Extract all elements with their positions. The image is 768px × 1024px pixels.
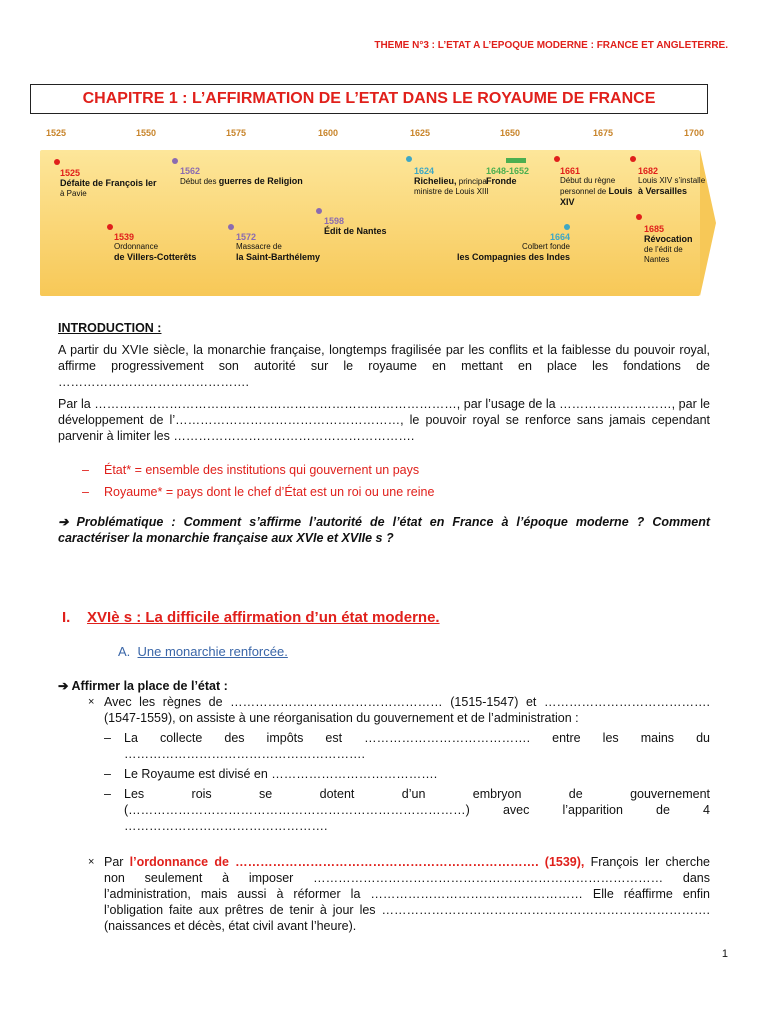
event-marker xyxy=(636,214,642,220)
tick-label: 1625 xyxy=(409,128,431,138)
section-1a-title: A. Une monarchie renforcée. xyxy=(118,644,288,659)
event-1598: 1598 Édit de Nantes xyxy=(324,216,387,236)
event-marker xyxy=(228,224,234,230)
event-1624: 1624 Richelieu, principal ministre de Louis XIII xyxy=(414,166,489,196)
bullet-ordonnance: × Par l’ordonnance de ………………………………………………………………. (1539), François Ier cherche non seulement à imposer ………………………………………………………………………… dans l’administration, mais aussi à réformer la …………………………………………… Elle réaffirme enfin l’obligation faite aux prêtres de tenir à jour les ……………………………………………………………………. (naissances et décès, état civil avant l’heure). xyxy=(88,855,710,933)
tick-label: 1525 xyxy=(45,128,67,138)
main-content xyxy=(58,320,710,938)
event-1682: 1682 Louis XIV s’installe à Versailles xyxy=(638,166,706,196)
intro-heading: INTRODUCTION : xyxy=(58,321,162,335)
definition-royaume: – Royaume* = pays dont le chef d’État est un roi ou une reine xyxy=(82,485,435,499)
tick-label: 1650 xyxy=(499,128,521,138)
event-marker xyxy=(564,224,570,230)
event-1685: 1685 Révocation de l’édit de Nantes xyxy=(644,224,693,264)
tick-label: 1600 xyxy=(317,128,339,138)
sub-gouvernement: – Les rois se dotent d’un embryon de gouvernement (………………………………………………………………………) avec l’apparition de 4 …………………………………………. xyxy=(104,787,710,833)
definition-etat: – État* = ensemble des institutions qui gouvernent un pays xyxy=(82,463,420,477)
theme-header: THEME N°3 : L’ETAT A L’EPOQUE MODERNE : FRANCE ET ANGLETERRE. xyxy=(374,40,728,51)
affirm-heading: ➔ Affirmer la place de l’état : xyxy=(58,679,228,693)
sub-impots: – La collecte des impôts est …………………………………. entre les mains du …………………………………………………. xyxy=(104,731,710,761)
event-1664: 1664 Colbert fonde les Compagnies des Indes xyxy=(456,232,570,262)
intro-paragraph-2: Par la ……………………………………………………………………………, par l’usage de la ………………………, par le développement de l’………………………………………………, le pouvoir royal se renforce sans jamais cependant parvenir à limiter les …………………………………………………. xyxy=(58,397,710,443)
event-1661: 1661 Début du règne personnel de Louis XIV xyxy=(560,166,633,207)
event-1525: 1525 Défaite de François Ier à Pavie xyxy=(60,168,157,198)
tick-label: 1700 xyxy=(683,128,705,138)
tick-label: 1575 xyxy=(225,128,247,138)
event-1562: 1562 Début des guerres de Religion xyxy=(180,166,303,186)
event-marker xyxy=(54,159,60,165)
tick-label: 1550 xyxy=(135,128,157,138)
event-marker xyxy=(316,208,322,214)
event-marker xyxy=(107,224,113,230)
bullet-regnes: × Avec les règnes de …………………………………………… (1515-1547) et …………………………………. (1547-1559), on assiste à une réorganisation du gouvernement et de l’administration : xyxy=(88,695,710,725)
chapter-title: CHAPITRE 1 : L’AFFIRMATION DE L’ETAT DANS LE ROYAUME DE FRANCE xyxy=(30,84,708,114)
event-marker xyxy=(172,158,178,164)
event-1539: 1539 Ordonnance de Villers-Cotterêts xyxy=(114,232,197,262)
event-fronde: 1648-1652 Fronde xyxy=(486,166,530,186)
page-number: 1 xyxy=(721,948,728,960)
intro-paragraph-1: A partir du XVIe siècle, la monarchie française, longtemps fragilisée par les conflits et la faiblesse du pouvoir royal, affirme progressivement son autorité sur le royaume en mettant en place les fondations de ………………………………………. xyxy=(58,343,710,389)
event-marker xyxy=(554,156,560,162)
problematique: ➔ Problématique : Comment s’affirme l’autorité de l’état en France à l’époque moderne ? Comment caractériser la monarchie française aux XVIe et XVIIe s ? xyxy=(58,515,710,545)
event-marker xyxy=(406,156,412,162)
event-marker xyxy=(630,156,636,162)
tick-label: 1675 xyxy=(592,128,614,138)
sub-royaume: – Le Royaume est divisé en …………………………………. xyxy=(104,767,438,781)
section-1-title: I. XVIè s : La difficile affirmation d’un état moderne. xyxy=(62,609,440,626)
event-1572: 1572 Massacre de la Saint-Barthélemy xyxy=(236,232,321,262)
timeline xyxy=(40,128,720,298)
fronde-bar xyxy=(506,158,526,163)
